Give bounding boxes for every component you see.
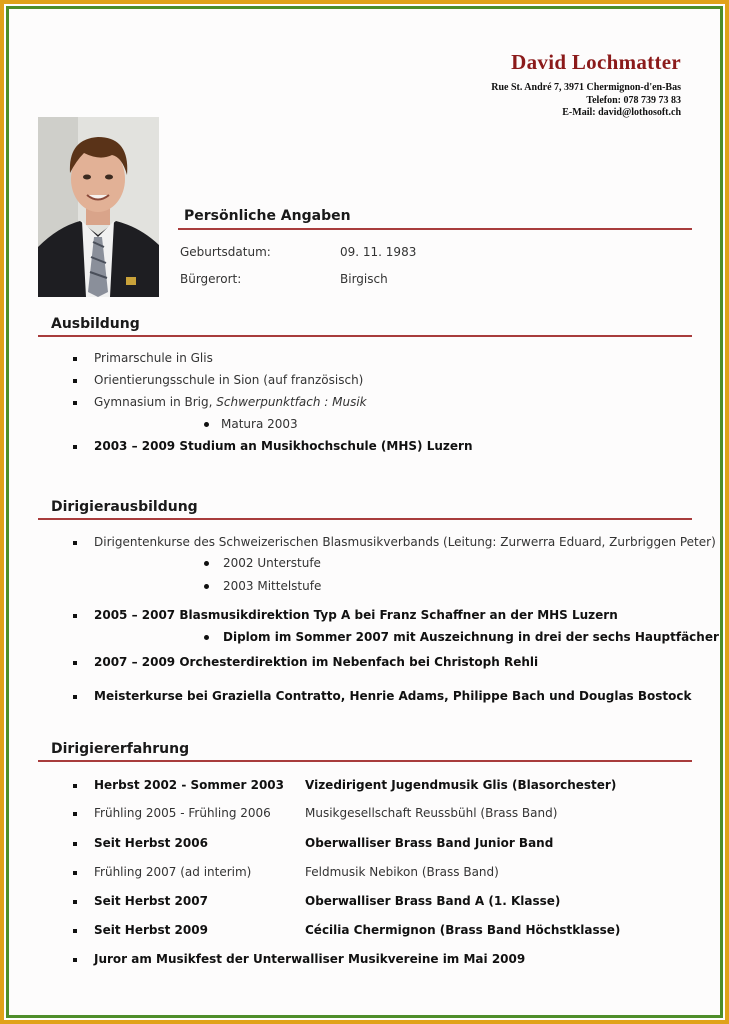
bullet-dot bbox=[204, 422, 209, 427]
conducting-item: 2005 – 2007 Blasmusikdirektion Typ A bei Franz Schaffner an der MHS Luzern bbox=[94, 608, 618, 622]
juror-item: Juror am Musikfest der Unterwalliser Musikvereine im Mai 2009 bbox=[94, 952, 526, 966]
education-subitem: Matura 2003 bbox=[221, 417, 298, 431]
experience-role: Oberwalliser Brass Band Junior Band bbox=[305, 836, 554, 850]
experience-period: Seit Herbst 2009 bbox=[94, 923, 208, 937]
bullet-square bbox=[73, 445, 77, 449]
bullet-square bbox=[73, 871, 77, 875]
experience-role: Feldmusik Nebikon (Brass Band) bbox=[305, 865, 499, 879]
bullet-square bbox=[73, 661, 77, 665]
education-item: 2003 – 2009 Studium an Musikhochschule (MHS) Luzern bbox=[94, 439, 473, 453]
experience-period: Seit Herbst 2007 bbox=[94, 894, 208, 908]
personal-divider bbox=[178, 228, 692, 230]
address: Rue St. André 7, 3971 Chermignon-d'en-Bas bbox=[491, 82, 681, 93]
bullet-square bbox=[73, 614, 77, 618]
bullet-square bbox=[73, 929, 77, 933]
portrait-photo bbox=[38, 117, 159, 297]
conducting-divider bbox=[38, 518, 692, 520]
bullet-dot bbox=[204, 635, 209, 640]
personal-section-title: Persönliche Angaben bbox=[184, 208, 351, 224]
portrait-illustration bbox=[38, 117, 159, 297]
applicant-name: David Lochmatter bbox=[511, 50, 681, 74]
bullet-square bbox=[73, 812, 77, 816]
conducting-subitem: 2002 Unterstufe bbox=[223, 556, 321, 570]
bullet-square bbox=[73, 541, 77, 545]
bullet-square bbox=[73, 401, 77, 405]
email: E-Mail: david@lothosoft.ch bbox=[562, 107, 681, 118]
conducting-subitem: Diplom im Sommer 2007 mit Auszeichnung in drei der sechs Hauptfächer bbox=[223, 630, 719, 644]
bullet-square bbox=[73, 900, 77, 904]
experience-period: Herbst 2002 - Sommer 2003 bbox=[94, 778, 285, 792]
bullet-square bbox=[73, 784, 77, 788]
birth-label: Geburtsdatum: bbox=[180, 245, 271, 259]
origin-label: Bürgerort: bbox=[180, 272, 242, 286]
education-item bbox=[94, 395, 367, 409]
experience-period: Seit Herbst 2006 bbox=[94, 836, 208, 850]
experience-role: Oberwalliser Brass Band A (1. Klasse) bbox=[305, 894, 561, 908]
conducting-item: 2007 – 2009 Orchesterdirektion im Nebenfach bei Christoph Rehli bbox=[94, 655, 539, 669]
experience-period: Frühling 2005 - Frühling 2006 bbox=[94, 806, 271, 820]
education-item: Orientierungsschule in Sion (auf französisch) bbox=[94, 373, 364, 387]
phone: Telefon: 078 739 73 83 bbox=[586, 94, 681, 106]
education-item: Primarschule in Glis bbox=[94, 351, 213, 365]
conducting-item: Meisterkurse bei Graziella Contratto, Henrie Adams, Philippe Bach und Douglas Bostock bbox=[94, 689, 692, 703]
origin-value: Birgisch bbox=[340, 272, 388, 286]
experience-role: Vizedirigent Jugendmusik Glis (Blasorchester) bbox=[305, 778, 617, 792]
bullet-dot bbox=[204, 584, 209, 589]
experience-role: Musikgesellschaft Reussbühl (Brass Band) bbox=[305, 806, 558, 820]
education-divider bbox=[38, 335, 692, 337]
experience-period: Frühling 2007 (ad interim) bbox=[94, 865, 252, 879]
bullet-square bbox=[73, 379, 77, 383]
conducting-subitem: 2003 Mittelstufe bbox=[223, 579, 322, 593]
education-item-emphasis: Schwerpunktfach : Musik bbox=[216, 395, 367, 409]
education-item-text: Gymnasium in Brig, bbox=[94, 395, 217, 409]
contact-block bbox=[491, 82, 681, 120]
bullet-square bbox=[73, 357, 77, 361]
bullet-square bbox=[73, 842, 77, 846]
bullet-dot bbox=[204, 561, 209, 566]
experience-divider bbox=[38, 760, 692, 762]
education-section-title: Ausbildung bbox=[51, 316, 140, 332]
bullet-square bbox=[73, 695, 77, 699]
experience-role: Cécilia Chermignon (Brass Band Höchstklasse) bbox=[305, 923, 621, 937]
conducting-item: Dirigentenkurse des Schweizerischen Blasmusikverbands (Leitung: Zurwerra Eduard, Zurbriggen Peter) bbox=[94, 535, 716, 549]
experience-section-title: Dirigiererfahrung bbox=[51, 741, 190, 757]
birth-value: 09. 11. 1983 bbox=[340, 245, 417, 259]
conducting-section-title: Dirigierausbildung bbox=[51, 499, 198, 515]
bullet-square bbox=[73, 958, 77, 962]
